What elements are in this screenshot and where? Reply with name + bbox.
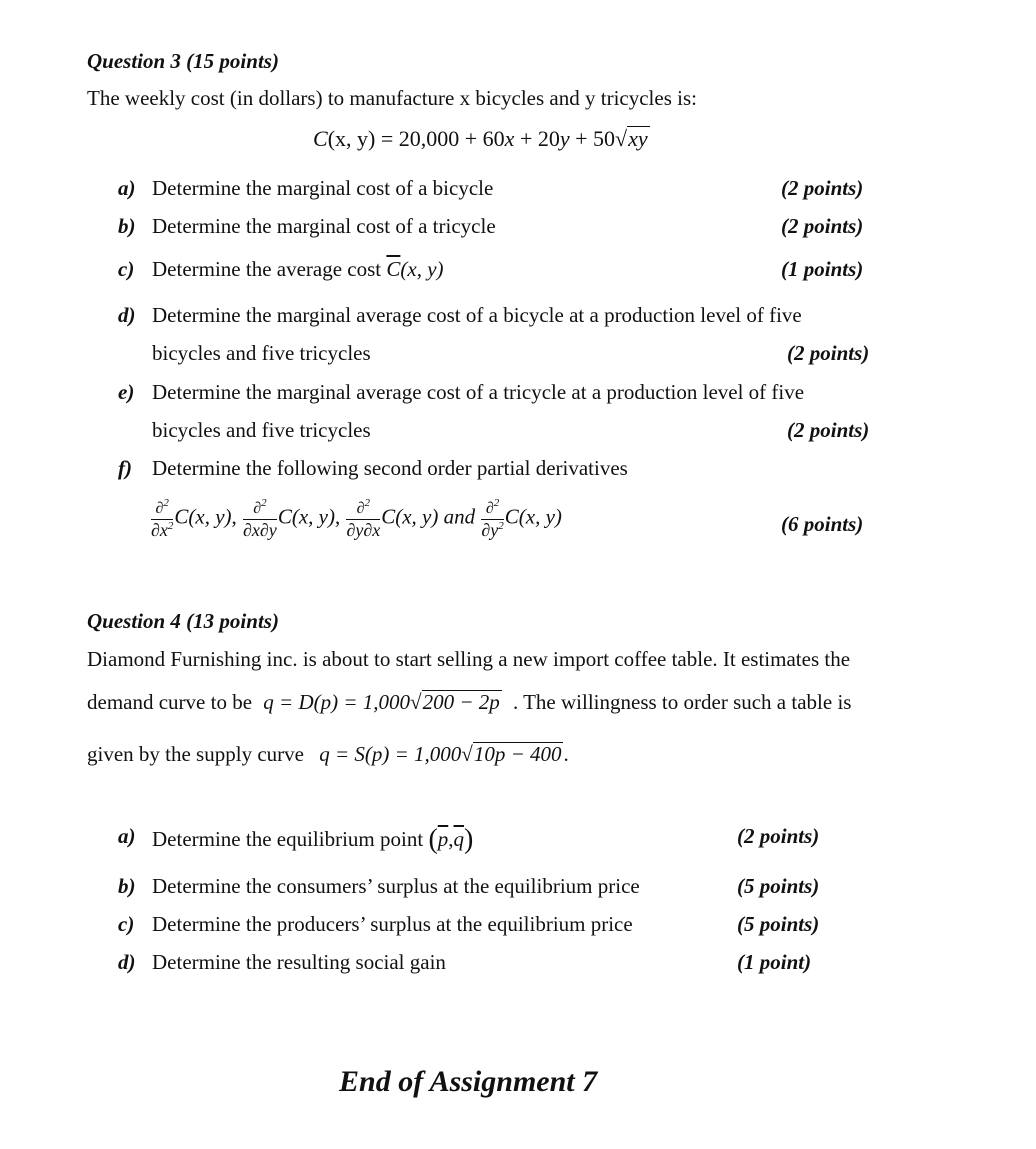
sqrt-symbol: √200 − 2p	[410, 690, 500, 714]
q3-item-d-points: (2 points)	[787, 341, 870, 365]
q4-line3: given by the supply curve q = S(p) = 1,000√10p − 400.	[87, 742, 569, 766]
q4-item-c-points: (5 points)	[737, 912, 820, 936]
q3-item-d-text: Determine the marginal average cost of a bicycle at a production level of five	[152, 303, 802, 327]
q3-intro: The weekly cost (in dollars) to manufacture x bicycles and y tricycles is:	[87, 86, 697, 110]
second-order-derivatives: $\frac{\partial^2}{\partial x^2}$ C(x, y), $\frac{\partial^2}{\partial x\partial y}$ C(x, y), $\frac{\partial^2}{\partial y\partial x}$ C(x, y) and $\frac{\partial^2}{\partial y^2}$ C(x, y)	[151, 497, 562, 540]
q4-item-c-text: Determine the producers’ surplus at the equilibrium price	[152, 912, 633, 936]
q3-item-a-label: a)	[118, 176, 136, 200]
demand-formula: q = D(p) = 1,000√200 − 2p	[263, 690, 500, 714]
q3-item-f-text: Determine the following second order partial derivatives	[152, 456, 628, 480]
q3-item-a-text: Determine the marginal cost of a bicycle	[152, 176, 494, 200]
q3-item-e-text2: bicycles and five tricycles	[152, 418, 371, 442]
partial-xx: $\frac{\partial^2}{\partial x^2}$	[151, 497, 174, 540]
q4-item-b-text: Determine the consumers’ surplus at the equilibrium price	[152, 874, 640, 898]
q4-item-a-text: Determine the equilibrium point $(\overline{p},\overline{q})$	[152, 824, 474, 855]
q3-item-d-text2: bicycles and five tricycles	[152, 341, 371, 365]
q4-item-a-label: a)	[118, 824, 136, 848]
supply-formula: q = S(p) = 1,000√10p − 400	[319, 742, 562, 766]
q4-item-c-label: c)	[118, 912, 135, 936]
q4-title: Question 4 (13 points)	[87, 609, 279, 633]
partial-xy: $\frac{\partial^2}{\partial x\partial y}$	[243, 497, 277, 540]
q4-item-d-points: (1 point)	[737, 950, 812, 974]
q3-item-a-points: (2 points)	[781, 176, 864, 200]
partial-yx: $\frac{\partial^2}{\partial y\partial x}$	[346, 497, 381, 540]
q3-item-b-label: b)	[118, 214, 136, 238]
end-of-assignment: End of Assignment 7	[339, 1065, 598, 1098]
q3-item-e-text: Determine the marginal average cost of a tricycle at a production level of five	[152, 380, 805, 404]
q4-line1: Diamond Furnishing inc. is about to start selling a new import coffee table. It estimates the	[87, 647, 851, 671]
partial-yy: $\frac{\partial^2}{\partial y^2}$	[481, 497, 504, 540]
q3-item-f-points: (6 points)	[781, 512, 864, 536]
q3-item-b-text: Determine the marginal cost of a tricycle	[152, 214, 496, 238]
q3-cost-formula: C(x, y) = 20,000 + 60x + 20y + 50√xy	[313, 126, 648, 151]
sqrt-symbol: √xy	[615, 126, 648, 151]
q4-item-a-points: (2 points)	[737, 824, 820, 848]
q3-item-c-text: Determine the average cost $\overline{C}(x$, y)	[152, 257, 444, 281]
q3-item-d-label: d)	[118, 303, 136, 327]
q3-item-b-points: (2 points)	[781, 214, 864, 238]
q3-item-e-label: e)	[118, 380, 135, 404]
sqrt-symbol: √10p − 400	[461, 742, 562, 766]
q4-item-b-points: (5 points)	[737, 874, 820, 898]
q4-item-d-text: Determine the resulting social gain	[152, 950, 446, 974]
q4-item-b-label: b)	[118, 874, 136, 898]
q3-item-e-points: (2 points)	[787, 418, 870, 442]
q3-item-f-label: f)	[118, 456, 132, 480]
q4-line2: demand curve to be q = D(p) = 1,000√200 − 2p . The willingness to order such a table is	[87, 690, 852, 714]
q3-title: Question 3 (15 points)	[87, 49, 279, 73]
q3-item-c-points: (1 points)	[781, 257, 864, 281]
q4-item-d-label: d)	[118, 950, 136, 974]
average-cost-symbol: $\overline{C}$	[386, 257, 401, 281]
q3-item-c-label: c)	[118, 257, 135, 281]
